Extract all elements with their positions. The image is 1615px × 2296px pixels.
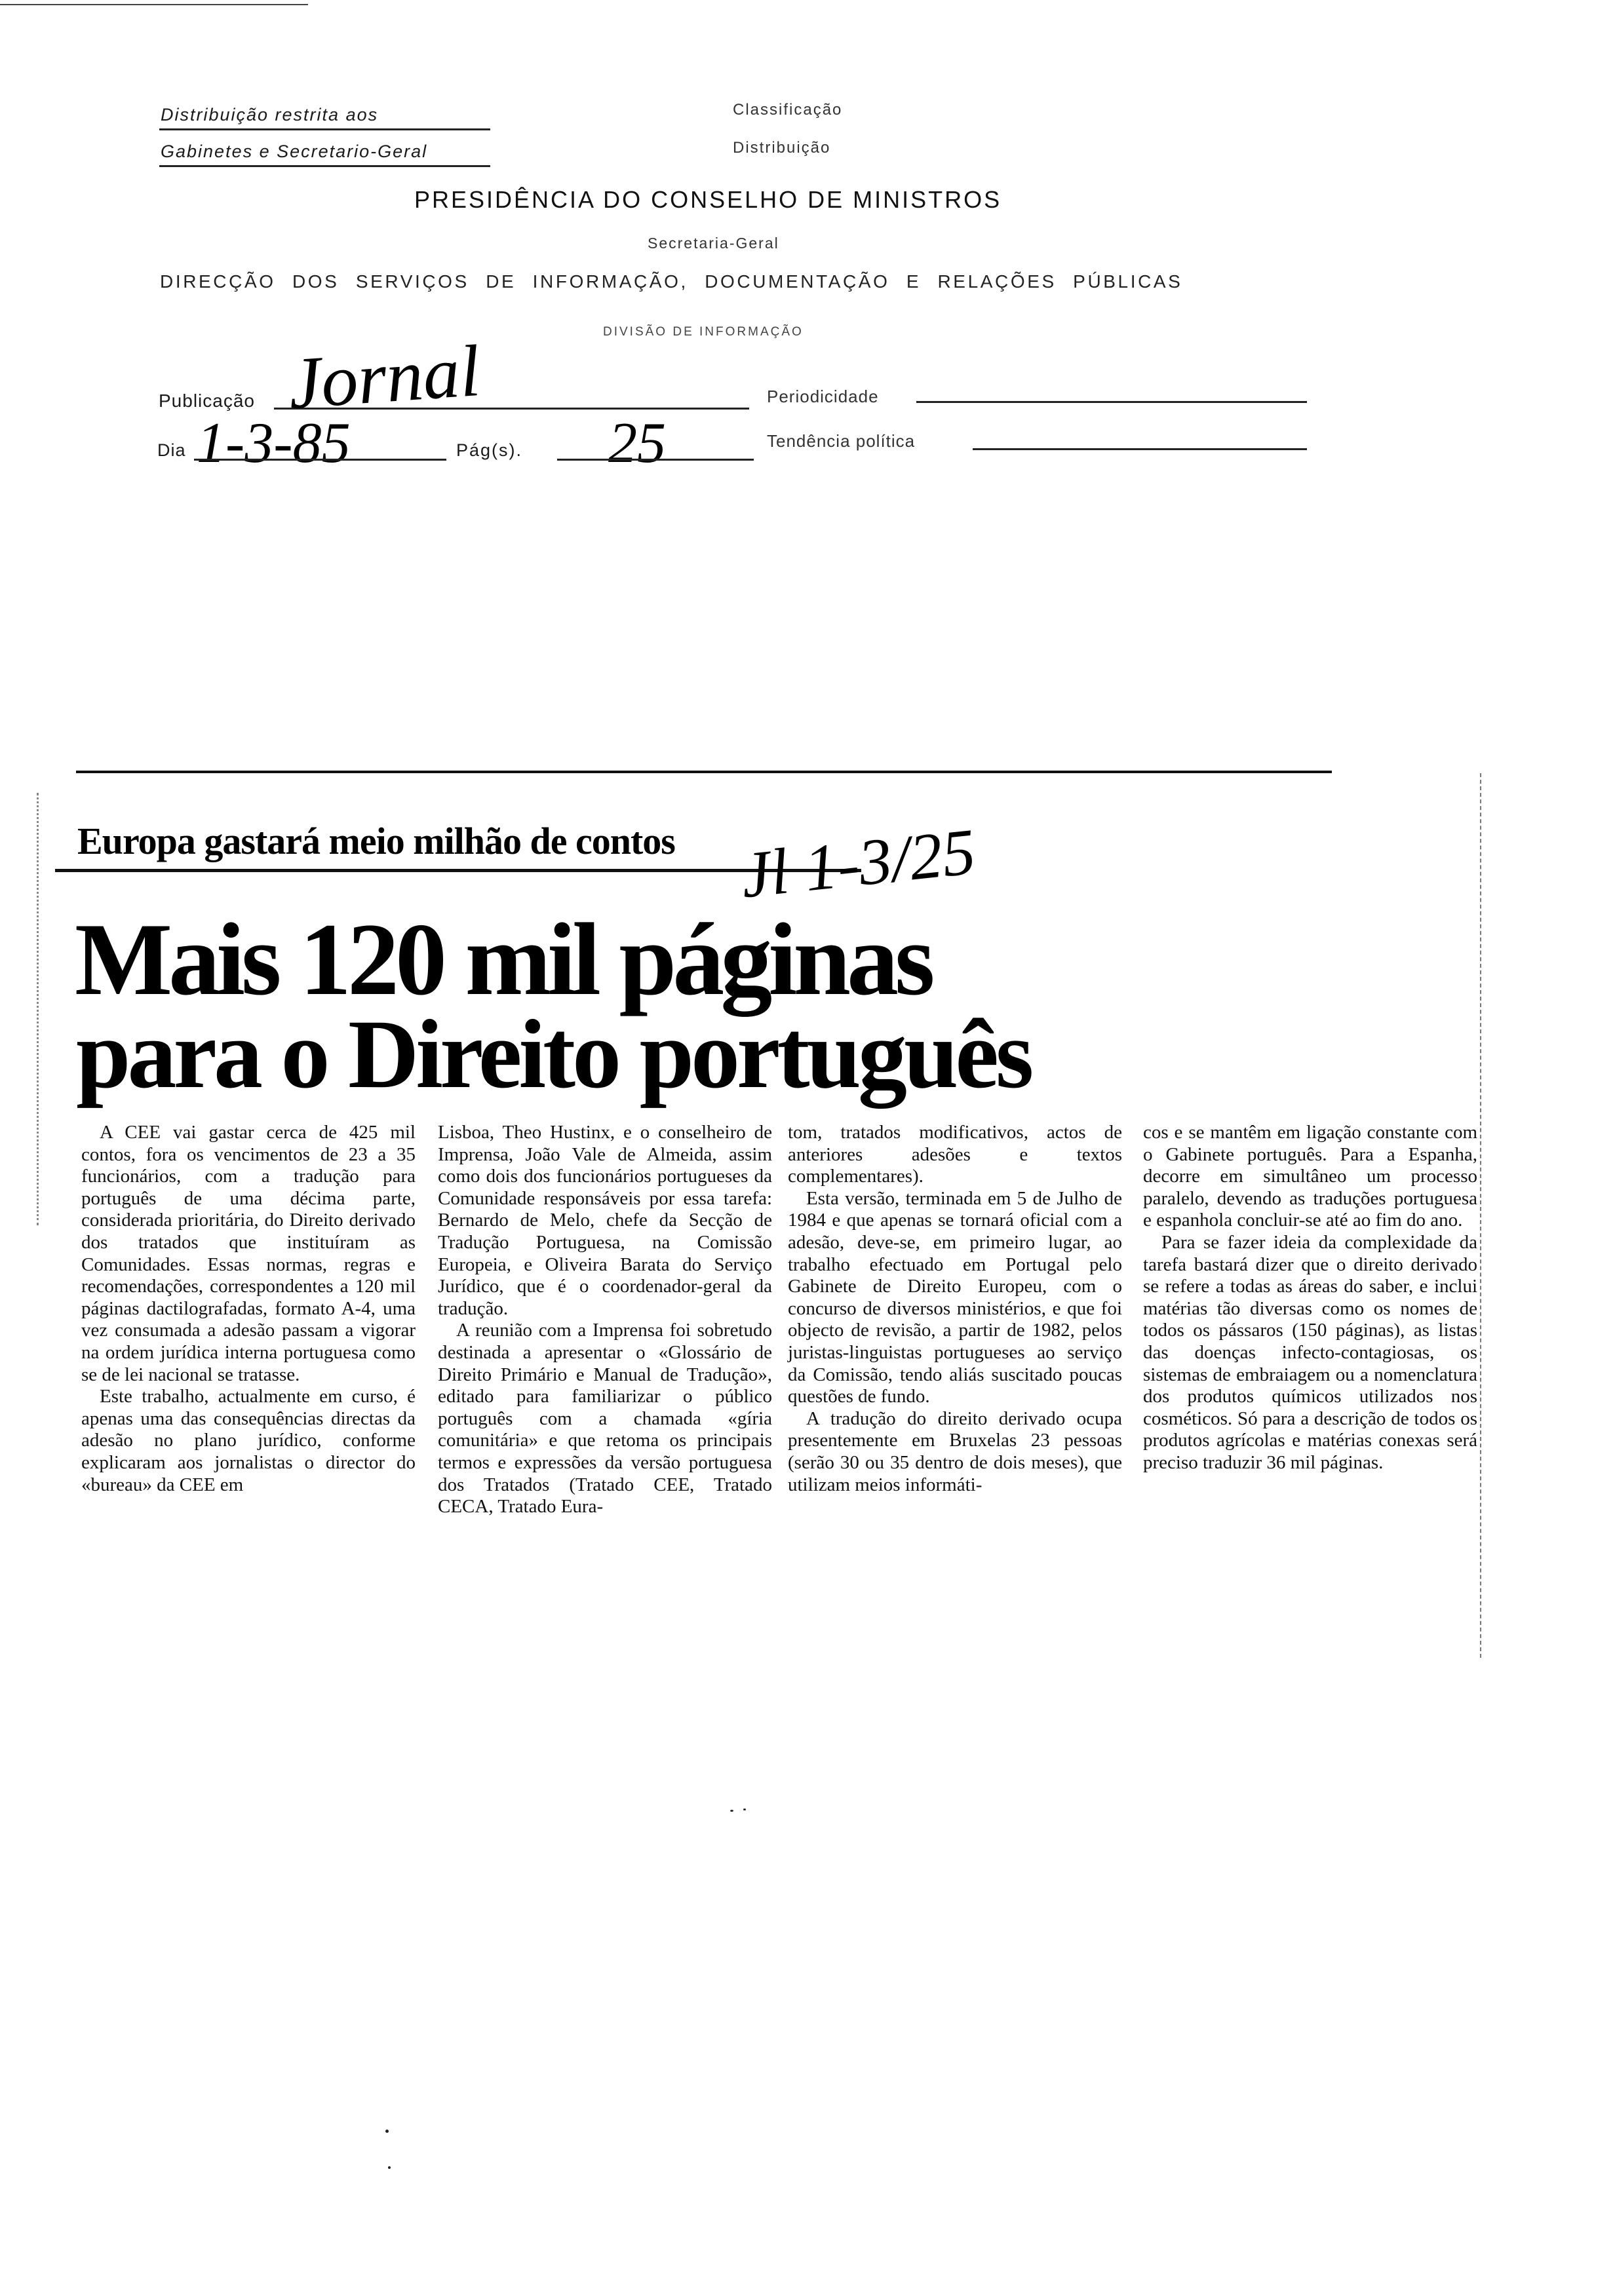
column-1-paragraph-2: Este trabalho, actualmente em curso, é apenas uma das consequências directas da adesão no plano jurídico, conforme explicaram aos jornalistas o director do «bureau» da CEE em (81, 1386, 416, 1495)
distribuicao-label: Distribuição (733, 139, 831, 157)
headline-line-2: para o Direito português (76, 1000, 1031, 1109)
tendencia-line (973, 448, 1307, 450)
distribution-line-1: Distribuição restrita aos (161, 105, 379, 124)
clipping-top-rule (76, 771, 1332, 773)
periodicidade-line (916, 401, 1307, 403)
article-column-2 (438, 1122, 772, 1518)
column-4-paragraph-1: cos e se mantêm em ligação constante com o Gabinete português. Para a Espanha, decorre em simultâneo um processo paralelo, devendo as traduções portuguesa e espanhola concluir-se até ao fim do ano. (1143, 1122, 1477, 1231)
scan-speck (388, 2166, 391, 2169)
org-title: PRESIDÊNCIA DO CONSELHO DE MINISTROS (414, 186, 1002, 213)
article-column-1 (81, 1122, 416, 1496)
distribution-underline-1 (159, 128, 490, 130)
distribution-underline-2 (159, 165, 490, 167)
divisao-label: DIVISÃO DE INFORMAÇÃO (603, 325, 804, 339)
article-column-3 (788, 1122, 1122, 1496)
distribution-line-2: Gabinetes e Secretario-Geral (161, 142, 428, 161)
column-4-paragraph-2: Para se fazer ideia da complexidade da tarefa bastará dizer que o direito derivado se refere a todas as áreas do saber, e inclui matérias tão diversas como os nomes de todos os pássaros (150 páginas), as listas das doenças infecto-contagiosas, os sistemas de embraiagem ou a nomenclatura dos produtos químicos utilizados nos cosméticos. Só para a descrição de todos os produtos agrícolas e matérias conexas será preciso traduzir 36 mil páginas. (1143, 1231, 1477, 1473)
pags-handwritten: 25 (608, 411, 666, 475)
headline-line-1: Mais 120 mil páginas (75, 902, 931, 1017)
classificacao-label: Classificação (733, 101, 843, 119)
scan-speck (385, 2130, 389, 2133)
org-subtitle: Secretaria-Geral (648, 235, 779, 252)
dia-handwritten: 1-3-85 (197, 411, 351, 475)
column-3-paragraph-2: Esta versão, terminada em 5 de Julho de 1984 e que apenas se tornará oficial com a adesão, deve-se, em primeiro lugar, ao trabalho efectuado em Portugal pelo Gabinete de Direito Europeu, com o concurso de diversos ministérios, e que foi objecto de revisão, a partir de 1982, pelos juristas-linguistas portugueses ao serviço da Comissão, tendo aliás suscitado poucas questões de fundo. (788, 1187, 1122, 1407)
column-1-paragraph-1: A CEE vai gastar cerca de 425 mil contos, fora os vencimentos de 23 a 35 funcionários, com a tradução para português de uma décima parte, considerada prioritária, do Direito derivado dos tratados que instituíram as Comunidades. Essas normas, regras e recomendações, correspondentes a 120 mil páginas dactilografadas, formato A-4, uma vez consumada a adesão passam a vigorar na ordem jurídica interna portuguesa como se de lei nacional se tratasse. (81, 1122, 416, 1385)
column-2-paragraph-1: Lisboa, Theo Hustinx, e o conselheiro de Imprensa, João Vale de Almeida, assim como dois dos funcionários portugueses da Comunidade responsáveis por essa tarefa: Bernardo de Melo, chefe da Secção de Tradução Portuguesa, na Comissão Europeia, e Oliveira Barata do Serviço Jurídico, que é o coordenador-geral da tradução. (438, 1122, 772, 1319)
article-handwritten-note: Jl 1-3/25 (737, 814, 979, 912)
scan-edge-line (0, 4, 308, 5)
pags-label: Pág(s). (456, 440, 523, 460)
publicacao-handwritten: Jornal (285, 330, 483, 425)
column-3-paragraph-1: tom, tratados modificativos, actos de anteriores adesões e textos complementares). (788, 1122, 1122, 1187)
column-3-paragraph-3: A tradução do direito derivado ocupa presentemente em Bruxelas 23 pessoas (serão 30 ou 35 dentro de dois meses), que utilizam meios informáti- (788, 1407, 1122, 1495)
publicacao-label: Publicação (159, 391, 255, 411)
article-kicker: Europa gastará meio milhão de contos (77, 820, 675, 862)
scan-speck (730, 1810, 733, 1812)
tendencia-label: Tendência política (767, 431, 916, 451)
clipping-right-edge (1480, 773, 1481, 1658)
dia-line (194, 459, 446, 461)
dia-label: Dia (157, 440, 186, 460)
article-column-4 (1143, 1122, 1477, 1474)
periodicidade-label: Periodicidade (767, 387, 879, 406)
column-2-paragraph-2: A reunião com a Imprensa foi sobretudo destinada a apresentar o «Glossário de Direito Primário e Manual de Tradução», editado para familiarizar o público português com a chamada «gíria comunitária» e que retoma os principais termos e expressões da versão portuguesa dos Tratados (Tratado CEE, Tratado CECA, Tratado Eura- (438, 1320, 772, 1518)
clipping-left-edge (37, 793, 39, 1225)
pags-line (557, 459, 754, 461)
scan-speck (743, 1808, 746, 1810)
direccao-line: DIRECÇÃO DOS SERVIÇOS DE INFORMAÇÃO, DOCUMENTAÇÃO E RELAÇÕES PÚBLICAS (160, 271, 1183, 292)
